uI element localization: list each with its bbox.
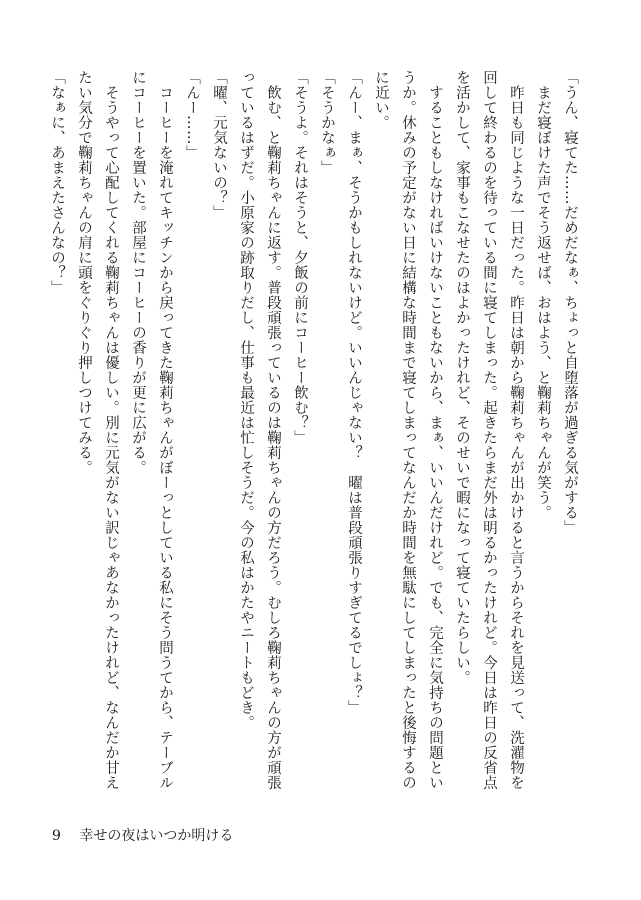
text-paragraph: 「うん、寝てた……だめだなぁ、ちょっと自堕落が過ぎる気がする」	[562, 70, 578, 535]
text-paragraph: そうやって心配してくれる鞠莉ちゃんは優しい。別に元気がない訳じゃあなかったけれど、なんだか甘えたい気分で鞠莉ちゃんの肩に頭をぐりぐり押しつけてみる。	[76, 70, 119, 790]
text-paragraph: 飲む、と鞠莉ちゃんに返す。普段頑張っているのは鞠莉ちゃんの方だろう。むしろ鞠莉ちゃんの方が頑張っているはずだ。小原家の跡取りだし、仕事も最近は忙しそうだ。今の私はかたやニートもどき。	[238, 70, 281, 790]
text-paragraph: 「そうかなぁ」	[319, 70, 335, 175]
vertical-text-body	[43, 70, 583, 790]
text-paragraph: 「んー、まぁ、そうかもしれないけど。いいんじゃない？ 曜は普段頑張りすぎてるでしょ？」	[346, 70, 362, 715]
text-paragraph: コーヒーを淹れてキッチンから戻ってきた鞠莉ちゃんがぼーっとしている私にそう問うてから、テーブルにコーヒーを置いた。部屋にコーヒーの香りが更に広がる。	[130, 70, 173, 790]
text-paragraph: することもしなければいけないこともないから、まぁ、いいんだけれど。でも、完全に気持ちの問題というか。休みの予定がない日に結構な時間まで寝てしまってなんだか時間を無駄にしてしまったと後悔するのに近い。	[373, 70, 443, 790]
text-paragraph: 「そうよ。それはそうと、夕飯の前にコーヒー飲む？」	[292, 70, 308, 445]
text-paragraph: 「曜、元気ないの？」	[211, 70, 227, 220]
page-footer	[52, 825, 233, 845]
text-paragraph: まだ寝ぼけた声でそう返せば、おはよう、と鞠莉ちゃんが笑う。	[535, 84, 551, 520]
text-paragraph: 「なぁに、あまえたさんなの？」	[49, 70, 65, 295]
text-paragraph: 昨日も同じような一日だった。昨日は朝から鞠莉ちゃんが出かけると言うからそれを見送って、洗濯物を回して終わるのを待っている間に寝てしまった。起きたらまだ外は明るかったけれど。今日は昨日の反省点を活かして、家事もこなせたのはよかったけれど、そのせいで暇になって寝ていたらしい。	[454, 70, 524, 790]
text-paragraph: 「んー……」	[184, 70, 200, 160]
book-title: 幸せの夜はいつか明ける	[79, 828, 234, 844]
page-number: 9	[52, 828, 61, 844]
